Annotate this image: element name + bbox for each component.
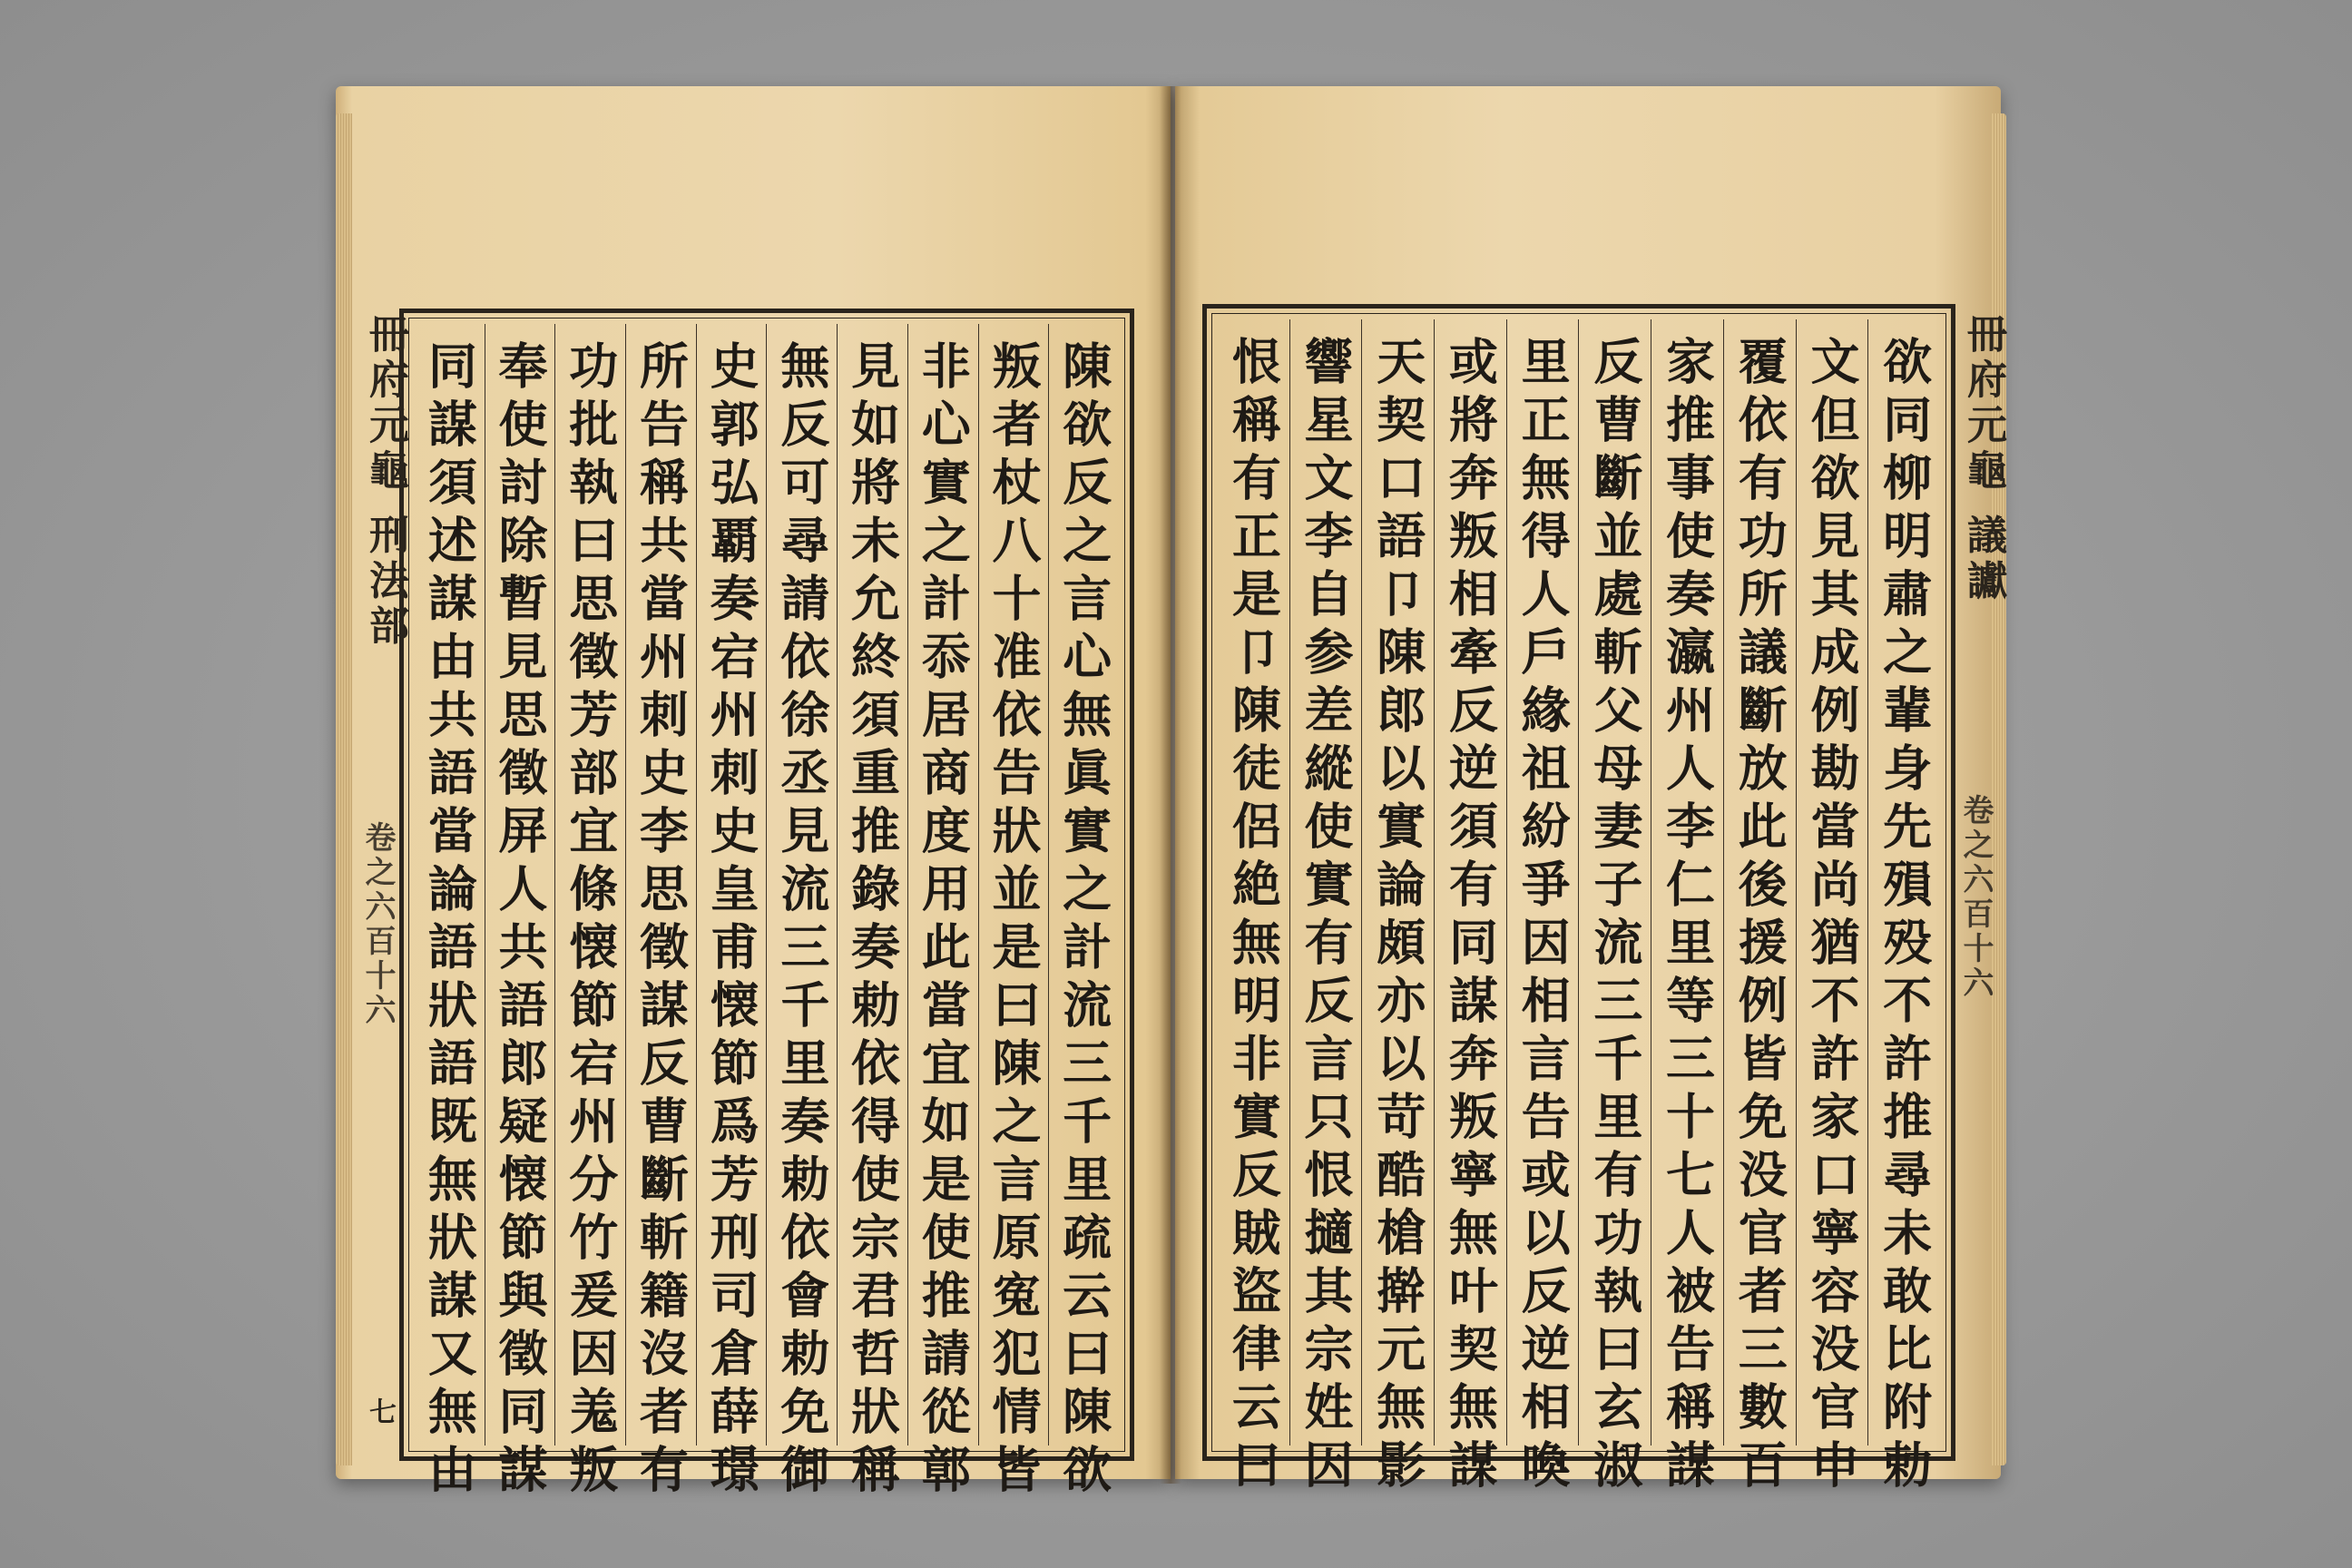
text-column — [1506, 319, 1579, 1497]
left-margin-juan: 卷之六百十六 — [359, 821, 396, 1028]
column-text: 無反可尋請依徐丞見流三千里奏勅依會勅免御 — [772, 340, 831, 1502]
text-column — [554, 324, 625, 1502]
column-text: 非心實之計忝居商度用此當宜如是使推請從鄣 — [914, 340, 973, 1502]
column-text: 叛者杖八十准依告狀並是曰陳之言原寃犯情皆 — [984, 340, 1043, 1502]
text-column — [1048, 324, 1119, 1502]
column-text: 所告稱共當州刺史李思徵謀反曹斷斬籍沒者有 — [632, 340, 691, 1502]
text-column — [415, 324, 485, 1502]
text-column — [1361, 319, 1434, 1497]
column-text: 欲同柳明肅之輩身先殞殁不許推尋未敢比附勅 — [1875, 336, 1934, 1497]
column-text: 里正無得人戶緣祖紛爭因相言告或以反逆相喚 — [1514, 336, 1573, 1497]
text-column — [1723, 319, 1796, 1497]
text-column — [696, 324, 767, 1502]
text-column — [1218, 319, 1289, 1497]
column-text: 見如將未允終須重推錄奏勅依得使宗君哲狀稱 — [843, 340, 902, 1502]
text-column — [625, 324, 696, 1502]
text-column — [1434, 319, 1506, 1497]
column-text: 響星文李自参差縱使實有反言只恨擿其宗姓因 — [1297, 336, 1356, 1497]
text-column — [1867, 319, 1940, 1497]
text-column — [1651, 319, 1723, 1497]
column-text: 或將奔叛相牽反逆須有同謀奔叛寧無叶契無謀 — [1441, 336, 1500, 1497]
right-margin-juan: 卷之六百十六 — [1957, 794, 1994, 1001]
text-column — [485, 324, 555, 1502]
open-book — [327, 86, 2005, 1502]
right-columns — [1218, 319, 1940, 1497]
column-text: 奉使討除暫見思徵屏人共語郎疑懐節與徵同謀 — [491, 340, 550, 1502]
column-text: 文但欲見其成例勘當尚猶不許家口寧容没官申 — [1802, 336, 1861, 1497]
left-columns — [415, 324, 1119, 1502]
text-column — [837, 324, 907, 1502]
column-text: 天契口語卩陳郎以實論頗亦以苛酷槍擀元無影 — [1368, 336, 1427, 1497]
left-page-edge — [336, 113, 352, 1465]
right-margin-title: 冊府元龜 議讞 — [1960, 313, 2006, 605]
column-text: 史郭弘覇奏宕州刺史皇甫懐節爲芳刑司倉薛璟 — [702, 340, 761, 1502]
text-column — [1796, 319, 1868, 1497]
text-column — [907, 324, 978, 1502]
text-column — [1289, 319, 1362, 1497]
column-text: 陳欲反之言心無眞實之計流三千里疏云曰陳欲 — [1054, 340, 1113, 1502]
right-text-frame — [1202, 304, 1955, 1497]
text-column — [1578, 319, 1651, 1497]
text-column — [978, 324, 1049, 1502]
column-text: 同謀須述謀由共語當論語狀語既無狀謀又無由 — [420, 340, 479, 1502]
column-text: 覆依有功所議斷放此後援例皆免没官者三數百 — [1730, 336, 1789, 1497]
text-column — [766, 324, 837, 1502]
left-page — [336, 86, 1171, 1502]
book-gutter — [1160, 86, 1181, 1484]
column-text: 家推事使奏瀛州人李仁里等三十七人被告稱謀 — [1658, 336, 1717, 1497]
column-text: 恨稱有正是卩陳徒侶絶無明非實反賊盜律云曰 — [1224, 336, 1283, 1497]
column-text: 反曹斷並處斬父母妻子流三千里有功執曰玄淑 — [1585, 336, 1644, 1497]
left-margin-title: 冊府元龜 刑法部 — [362, 313, 408, 651]
left-text-frame — [399, 309, 1134, 1502]
column-text: 功批執曰思徵芳部宜條懐節宕州分竹爰因羗叛 — [561, 340, 620, 1502]
right-page — [1175, 86, 2006, 1497]
left-folio-number: 七 — [364, 1397, 396, 1425]
